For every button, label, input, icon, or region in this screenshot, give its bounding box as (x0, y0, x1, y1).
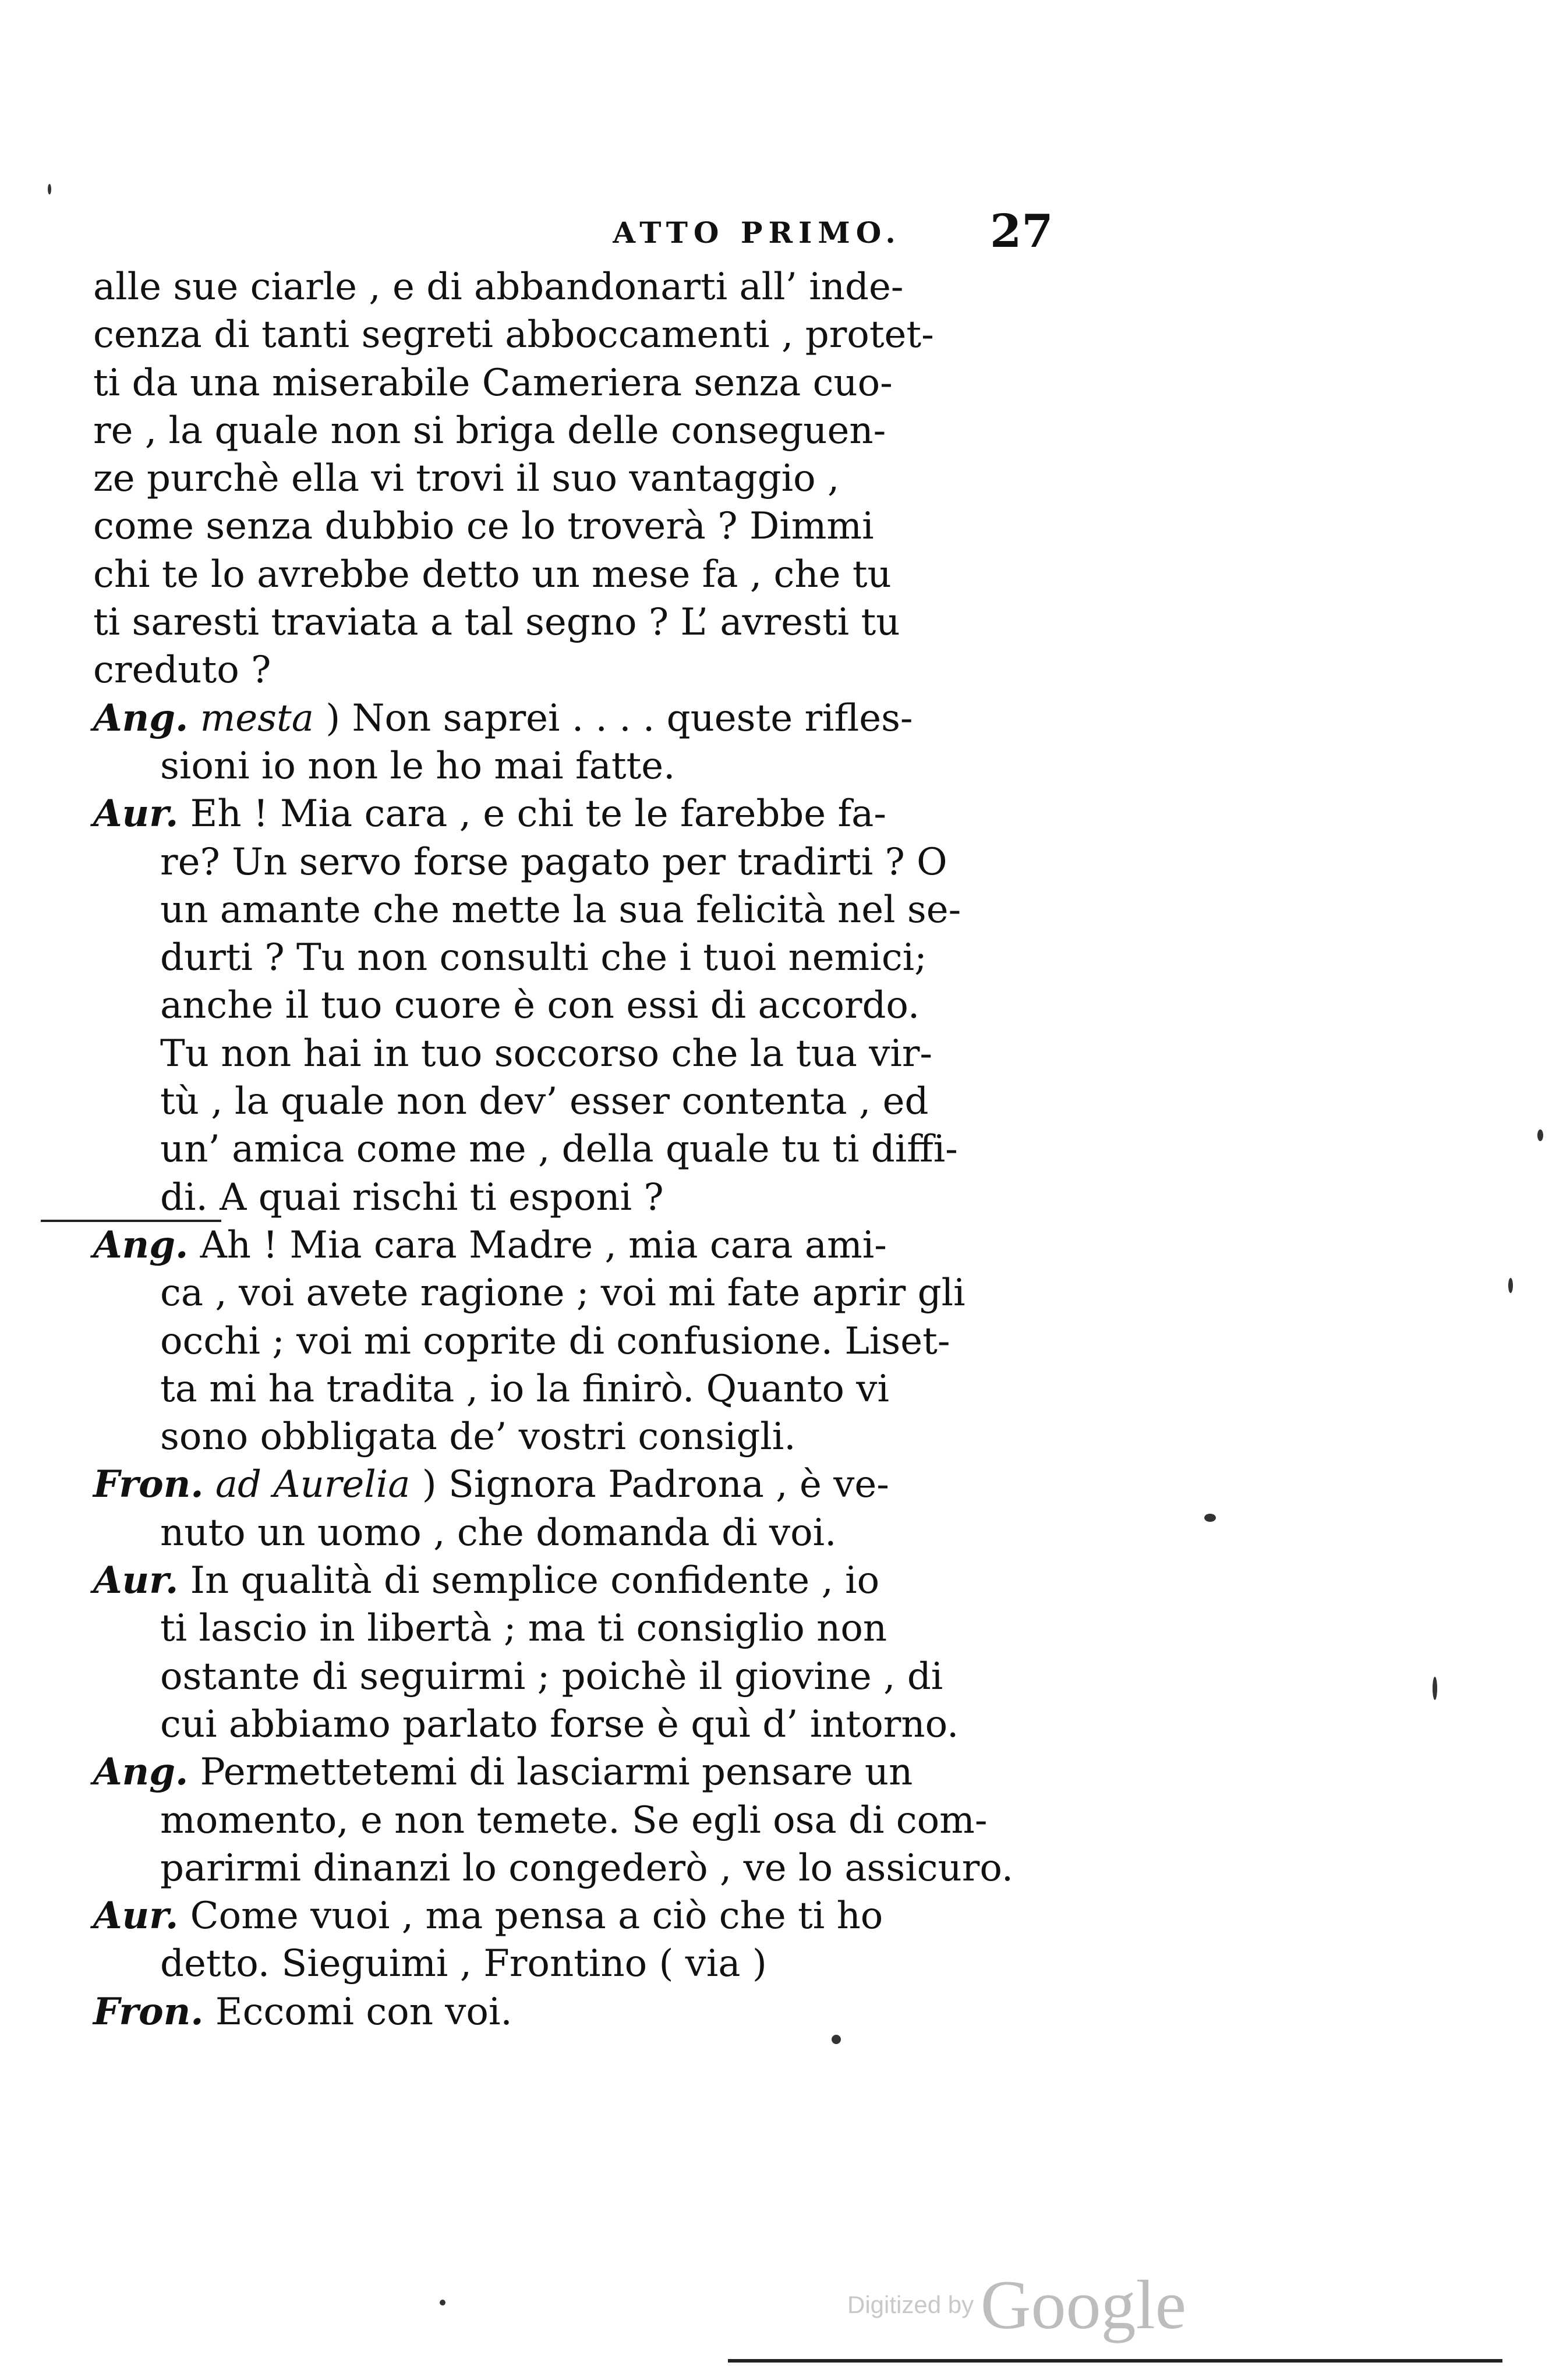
speaker-name: Ang. (93, 1750, 189, 1794)
text-line: Tu non hai in tuo soccorso che la tua vir- (160, 1032, 933, 1075)
dialogue-text: In qualità di semplice confidente , io (190, 1559, 880, 1603)
dialogue-first-line (93, 1748, 1054, 1796)
text-line: di. A quai rischi ti esponi ? (160, 1175, 664, 1219)
text-line: occhi ; voi mi coprite di confusione. Liset- (160, 1319, 950, 1363)
text-line: detto. Sieguimi , Frontino ( via ) (160, 1942, 767, 1986)
text-line: tù , la quale non dev’ esser contenta , ed (160, 1080, 929, 1124)
google-logo: Google (980, 2266, 1187, 2343)
text-line: ostante di seguirmi ; poichè il giovine , di (160, 1655, 943, 1698)
text-line: anche il tuo cuore è con essi di accordo. (160, 984, 920, 1028)
text-line: cenza di tanti segreti abboccamenti , protet- (93, 313, 934, 357)
dialogue-first-line (93, 695, 1054, 742)
text-line: come senza dubbio ce lo troverà ? Dimmi (93, 505, 874, 548)
text-line: ti saresti traviata a tal segno ? L’ avresti tu (93, 601, 900, 644)
scan-speck (1537, 1129, 1543, 1141)
dialogue-text: Permettetemi di lasciarmi pensare un (200, 1751, 913, 1794)
dialogue-first-line (93, 1461, 1054, 1508)
text-line: cui abbiamo parlato forse è quì d’ intorno. (160, 1702, 959, 1746)
dialogue-first-line (93, 790, 1054, 838)
text-line: parirmi dinanzi lo congederò , ve lo assicuro. (160, 1846, 1014, 1890)
scan-speck (1433, 1677, 1437, 1700)
text-line: alle sue ciarle , e di abbandonarti all’ inde- (93, 265, 904, 309)
scan-speck (832, 2035, 841, 2044)
text-line: un amante che mette la sua felicità nel se- (160, 888, 961, 932)
text-line: un’ amica come me , della quale tu ti diffi- (160, 1128, 958, 1171)
dialogue-first-line (93, 1988, 1054, 2036)
stage-direction: mesta (200, 696, 314, 740)
speaker-name: Ang. (93, 696, 189, 740)
scan-speck (1204, 1514, 1216, 1522)
text-line: chi te lo avrebbe detto un mese fa , che tu (93, 552, 892, 596)
dialogue-text: Eh ! Mia cara , e chi te le farebbe fa- (190, 792, 886, 836)
text-line: re , la quale non si briga delle conseguen- (93, 409, 886, 452)
speaker-name: Aur. (93, 1559, 179, 1603)
scan-rule-left (41, 1220, 221, 1222)
text-line: nuto un uomo , che domanda di voi. (160, 1511, 837, 1554)
text-line: ze purchè ella vi trovi il suo vantaggio , (93, 457, 840, 501)
speaker-name: Aur. (93, 792, 179, 836)
text-line: sono obbligata de’ vostri consigli. (160, 1415, 796, 1459)
dialogue-text: Eccomi con voi. (215, 1990, 512, 2034)
dialogue-first-line (93, 1557, 1054, 1605)
dialogue-text: ) Non saprei . . . . queste rifles- (326, 696, 913, 740)
scan-speck (1508, 1278, 1513, 1293)
scan-speck (440, 2300, 445, 2305)
stage-direction: ad Aurelia (215, 1463, 411, 1507)
text-line: ta mi ha tradita , io la finirò. Quanto vi (160, 1367, 889, 1411)
text-line: re? Un servo forse pagato per tradirti ? O (160, 840, 947, 884)
speaker-name: Fron. (93, 1989, 204, 2034)
dialogue-text: Come vuoi , ma pensa a ciò che ti ho (190, 1894, 883, 1938)
scan-rule-bottom (728, 2359, 1502, 2363)
digitized-label: Digitized by (847, 2291, 974, 2318)
digitized-watermark (847, 2265, 1186, 2345)
speaker-name: Aur. (93, 1894, 179, 1938)
running-head: ATTO PRIMO. (613, 215, 901, 250)
text-line: ti da una miserabile Cameriera senza cuo- (93, 361, 893, 405)
text-line: ca , voi avete ragione ; voi mi fate aprir gli (160, 1272, 966, 1315)
speaker-name: Ang. (93, 1223, 189, 1267)
text-line: momento, e non temete. Se egli osa di com- (160, 1798, 988, 1842)
text-line: creduto ? (93, 649, 271, 692)
dialogue-first-line (93, 1892, 1054, 1940)
scan-speck (48, 184, 51, 194)
dialogue-text: Ah ! Mia cara Madre , mia cara ami- (200, 1223, 887, 1267)
text-line: sioni io non le ho mai fatte. (160, 744, 676, 788)
dialogue-first-line (93, 1221, 1054, 1269)
dialogue-text: ) Signora Padrona , è ve- (422, 1463, 889, 1507)
page-number: 27 (990, 205, 1053, 258)
speaker-name: Fron. (93, 1462, 204, 1507)
text-line: ti lascio in libertà ; ma ti consiglio non (160, 1607, 887, 1651)
text-line: durti ? Tu non consulti che i tuoi nemici; (160, 936, 927, 980)
body-text (93, 263, 1054, 2036)
